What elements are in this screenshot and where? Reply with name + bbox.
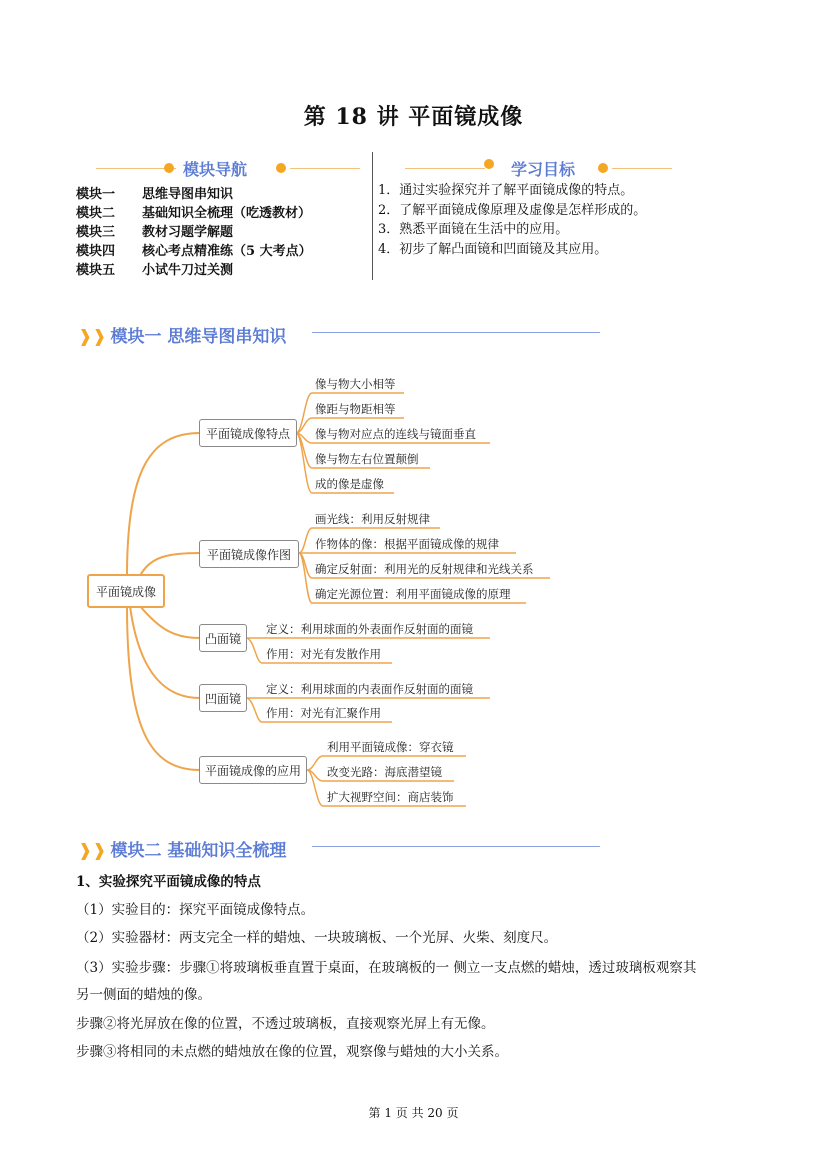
mindmap-leaf: 改变光路：海底潜望镜 xyxy=(327,765,442,779)
content-paragraph: （3）实验步骤：步骤①将玻璃板垂直置于桌面，在玻璃板的一 侧立一支点燃的蜡烛，透过玻璃板观察其 xyxy=(76,960,697,976)
goal-item: 2．了解平面镜成像原理及虚像是怎样形成的。 xyxy=(378,203,647,218)
mindmap-branch: 平面镜成像特点 xyxy=(199,419,297,447)
mindmap-leaf: 作物体的像：根据平面镜成像的规律 xyxy=(315,537,499,551)
mindmap-leaf: 利用平面镜成像：穿衣镜 xyxy=(327,740,454,754)
connector-branch-1 xyxy=(127,433,200,576)
section-2-rule xyxy=(312,846,600,847)
connector-branch-5 xyxy=(127,606,200,770)
mindmap-leaf: 作用：对光有发散作用 xyxy=(266,647,381,661)
nav-item: 模块三 教材习题学解题 xyxy=(76,225,234,240)
mindmap-leaf: 画光线：利用反射规律 xyxy=(315,512,430,526)
nav-item: 模块五 小试牛刀过关测 xyxy=(76,263,234,278)
mindmap-leaf: 像与物左右位置颠倒 xyxy=(315,452,419,466)
mindmap-branch: 凸面镜 xyxy=(199,624,247,652)
mindmap-branch: 凹面镜 xyxy=(199,684,247,712)
double-chevron-icon: ❱❱ xyxy=(78,841,107,861)
mindmap-leaf: 作用：对光有汇聚作用 xyxy=(266,706,381,720)
mindmap-leaf: 像距与物距相等 xyxy=(315,402,396,416)
nav-item: 模块一 思维导图串知识 xyxy=(76,187,234,202)
section-1-heading: ❱❱ 模块一 思维导图串知识 xyxy=(78,327,287,347)
content-heading: 1、实验探究平面镜成像的特点 xyxy=(76,874,261,890)
content-paragraph: （2）实验器材：两支完全一样的蜡烛、一块玻璃板、一个光屏、火柴、刻度尺。 xyxy=(76,930,558,946)
double-chevron-icon: ❱❱ xyxy=(78,327,107,347)
goal-item: 4．初步了解凸面镜和凹面镜及其应用。 xyxy=(378,242,608,257)
goal-item: 1．通过实验探究并了解平面镜成像的特点。 xyxy=(378,183,634,198)
mindmap-leaf: 确定反射面：利用光的反射规律和光线关系 xyxy=(315,562,534,576)
mindmap-leaf: 像与物大小相等 xyxy=(315,377,396,391)
connector-branch-3 xyxy=(140,606,200,638)
nav-item: 模块二 基础知识全梳理（吃透教材） xyxy=(76,206,312,221)
mindmap-leaf: 成的像是虚像 xyxy=(315,477,384,491)
content-paragraph: 步骤②将光屏放在像的位置，不透过玻璃板，直接观察光屏上有无像。 xyxy=(76,1016,495,1032)
mindmap-leaf: 定义：利用球面的内表面作反射面的面镜 xyxy=(266,682,473,696)
nav-item: 模块四 核心考点精准练（5 大考点） xyxy=(76,244,312,259)
connector-branch-2 xyxy=(140,553,200,576)
mindmap-leaf: 像与物对应点的连线与镜面垂直 xyxy=(315,427,476,441)
nav-heading: 模块导航 xyxy=(183,160,248,179)
section-2-heading: ❱❱ 模块二 基础知识全梳理 xyxy=(78,841,287,861)
content-paragraph: 另一侧面的蜡烛的像。 xyxy=(76,987,211,1003)
mindmap-leaf: 确定光源位置：利用平面镜成像的原理 xyxy=(315,587,511,601)
goals-heading: 学习目标 xyxy=(511,160,576,179)
mindmap-leaf: 扩大视野空间：商店装饰 xyxy=(327,790,454,804)
content-paragraph: 步骤③将相同的未点燃的蜡烛放在像的位置，观察像与蜡烛的大小关系。 xyxy=(76,1044,508,1060)
mindmap-leaf: 定义：利用球面的外表面作反射面的面镜 xyxy=(266,622,473,636)
goal-item: 3．熟悉平面镜在生活中的应用。 xyxy=(378,222,569,237)
content-paragraph: （1）实验目的：探究平面镜成像特点。 xyxy=(76,902,315,918)
page-footer: 第 1 页 共 20 页 xyxy=(368,1106,459,1120)
connector-branch-4 xyxy=(130,606,200,698)
mindmap-branch: 平面镜成像作图 xyxy=(199,540,299,568)
mindmap-branch: 平面镜成像的应用 xyxy=(199,756,307,784)
mindmap-root: 平面镜成像 xyxy=(87,574,165,608)
page-title: 第 18 讲 平面镜成像 xyxy=(303,104,524,130)
